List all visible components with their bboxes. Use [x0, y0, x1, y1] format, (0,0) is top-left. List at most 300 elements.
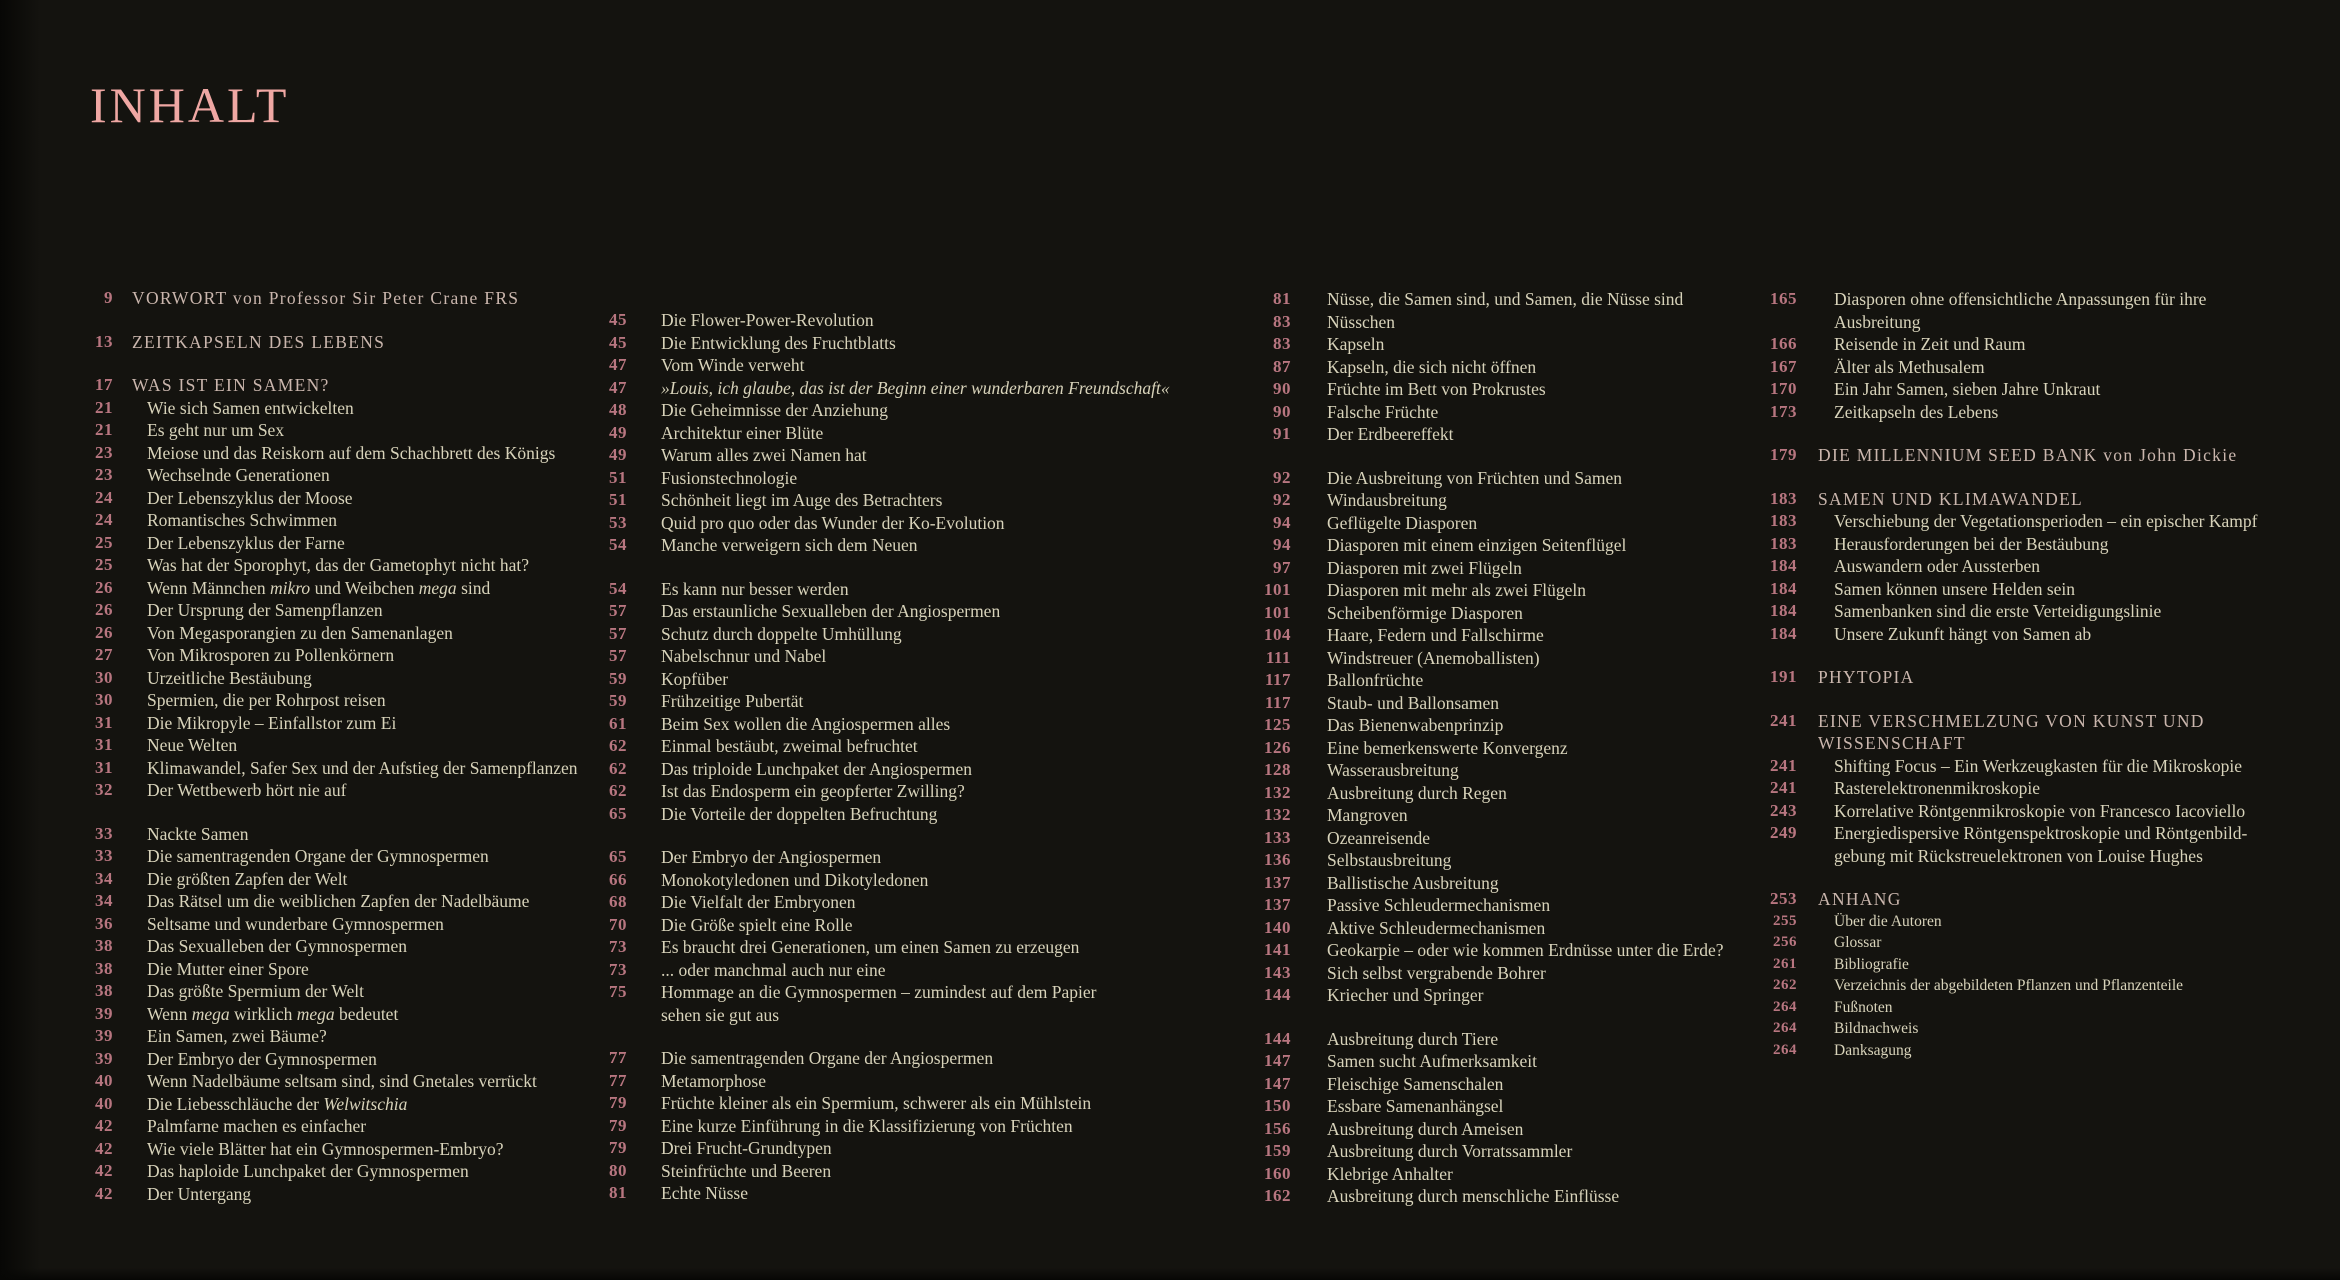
toc-entry: [1765, 777, 2257, 800]
entry-title: Älter als Methusalem: [1834, 356, 1985, 377]
toc-entry: [92, 577, 578, 600]
toc-block: [1765, 888, 2257, 1061]
page-title: INHALT: [90, 77, 290, 133]
entry-title: Nüsse, die Samen sind, und Samen, die Nüsse sind: [1327, 289, 1684, 309]
toc-entry: [1765, 378, 2257, 401]
page-number: 80: [609, 1160, 627, 1180]
page-number: 73: [609, 937, 627, 956]
entry-title: Wasserausbreitung: [1327, 760, 1459, 780]
entry-title: Ein Jahr Samen, sieben Jahre Unkraut: [1834, 379, 2101, 399]
page-number: 24: [95, 510, 113, 529]
page-number: 167: [1770, 356, 1797, 376]
page-number: 42: [95, 1183, 113, 1203]
entry-title: Fleischige Samenschalen: [1327, 1073, 1504, 1094]
page-number: 38: [95, 936, 113, 955]
page-number: 62: [609, 781, 627, 800]
entry-title: Ozeanreisende: [1327, 827, 1430, 848]
entry-title: Aktive Schleudermechanismen: [1327, 917, 1546, 938]
entry-title: Korrelative Röntgenmikroskopie von Francesco Iacoviello: [1834, 800, 2246, 821]
toc-entry: [605, 1047, 1170, 1070]
page-number: 25: [95, 555, 113, 574]
toc-entry: [92, 464, 578, 487]
page-number: 128: [1264, 760, 1291, 779]
toc-entry: [1259, 647, 1724, 670]
toc-block: [1765, 444, 2257, 467]
entry-title: Verzeichnis der abgebildeten Pflanzen und Pflanzenteile: [1834, 977, 2184, 994]
entry-title: Bildnachweis: [1834, 1020, 1919, 1037]
entry-title: Bibliografie: [1834, 955, 1909, 973]
entry-title: Kapseln, die sich nicht öffnen: [1327, 356, 1537, 377]
toc-block: [92, 287, 578, 310]
page-number: 21: [95, 420, 113, 439]
toc-entry: [1259, 737, 1724, 760]
entry-title: Urzeitliche Bestäubung: [147, 667, 312, 688]
entry-title: Die samentragenden Organe der Gymnospermen: [147, 846, 489, 866]
page-number: 65: [609, 803, 627, 823]
page-number: 132: [1264, 805, 1291, 824]
toc-entry: [1259, 356, 1724, 379]
page-number: 261: [1773, 955, 1797, 972]
page-number: 83: [1273, 334, 1291, 353]
page-number: 24: [95, 487, 113, 507]
page-number: 68: [609, 892, 627, 911]
entry-title: Warum alles zwei Namen hat: [661, 445, 867, 465]
page-number: 253: [1770, 889, 1797, 908]
page-number: 262: [1773, 977, 1797, 993]
toc-entry: [92, 823, 578, 846]
entry-title: Die größten Zapfen der Welt: [147, 868, 348, 889]
entry-title: Essbare Samenanhängsel: [1327, 1096, 1504, 1116]
toc-entry: [1259, 939, 1724, 962]
page-number: 54: [609, 535, 627, 554]
page-number: 156: [1264, 1118, 1291, 1138]
page-number: 184: [1770, 601, 1797, 620]
toc-entry: [1259, 512, 1724, 535]
page-number: 162: [1264, 1186, 1291, 1205]
entry-title: Die Vorteile der doppelten Befruchtung: [661, 803, 938, 824]
page-number: 144: [1264, 985, 1291, 1004]
toc-entry: [605, 444, 1170, 467]
toc-entry: [605, 891, 1170, 914]
toc-entry: [92, 845, 578, 868]
entry-title: Das haploide Lunchpaket der Gymnospermen: [147, 1161, 469, 1181]
entry-title: Frühzeitige Pubertät: [661, 691, 804, 711]
page-number: 111: [1265, 647, 1291, 667]
toc-entry: [92, 890, 578, 913]
entry-title: Ausbreitung durch Regen: [1327, 782, 1507, 803]
entry-title: Die Mikropyle – Einfallstor zum Ei: [147, 712, 397, 733]
toc-entry: [605, 846, 1170, 869]
entry-title: Früchte kleiner als ein Spermium, schwerer als ein Mühlstein: [661, 1093, 1092, 1113]
toc-entry: [92, 1160, 578, 1183]
toc-entry: [92, 1003, 578, 1026]
entry-title: Es kann nur besser werden: [661, 578, 849, 599]
entry-title: Ausbreitung durch Vorratssammler: [1327, 1141, 1573, 1161]
page-number: 53: [609, 512, 627, 532]
entry-title: Glossar: [1834, 934, 1882, 951]
toc-entry: [605, 959, 1170, 982]
toc-entry: [605, 690, 1170, 713]
entry-title: Ist das Endosperm ein geopferter Zwilling?: [661, 781, 965, 801]
page-number: 97: [1273, 557, 1291, 577]
entry-title: Falsche Früchte: [1327, 401, 1439, 422]
page-number: 30: [95, 667, 113, 687]
page-number: 90: [1273, 401, 1291, 421]
page-number: 40: [95, 1071, 113, 1090]
entry-title: Nüsschen: [1327, 311, 1396, 332]
page-number: 51: [609, 467, 627, 487]
page-number: 243: [1770, 800, 1797, 820]
page-number: 26: [95, 600, 113, 619]
entry-title: Samen können unsere Helden sein: [1834, 578, 2076, 599]
page-number: 59: [609, 691, 627, 710]
entry-title: Es geht nur um Sex: [147, 420, 285, 440]
toc-block: [92, 823, 578, 1206]
entry-title: Ausbreitung durch Ameisen: [1327, 1118, 1524, 1139]
toc-entry: [605, 1070, 1170, 1093]
toc-block: [1765, 288, 2257, 423]
page-number: 255: [1773, 912, 1797, 929]
toc-entry: [1259, 1050, 1724, 1073]
page-number: 137: [1264, 872, 1291, 892]
page-number: 9: [104, 288, 113, 307]
entry-title: Das größte Spermium der Welt: [147, 981, 364, 1001]
page-number: 117: [1264, 692, 1291, 712]
page-number: 170: [1770, 379, 1797, 398]
toc-entry: [1259, 804, 1724, 827]
toc-entry: [1259, 894, 1724, 917]
toc-entry: [605, 467, 1170, 490]
page-number: 166: [1770, 334, 1797, 353]
entry-title: Wie viele Blätter hat ein Gymnospermen-Embryo?: [147, 1138, 504, 1159]
page-number: 70: [609, 914, 627, 934]
toc-entry: [1765, 533, 2257, 556]
toc-entry: [605, 668, 1170, 691]
toc-entry: [1259, 1028, 1724, 1051]
entry-title: Die Flower-Power-Revolution: [661, 310, 874, 330]
entry-title: Die Liebesschläuche der Welwitschia: [147, 1093, 408, 1114]
entry-title: Das Rätsel um die weiblichen Zapfen der Nadelbäume: [147, 891, 530, 911]
toc-entry: [1765, 600, 2257, 623]
toc-column-1: [92, 287, 578, 1205]
page-number: 51: [609, 490, 627, 509]
toc-entry: [1765, 578, 2257, 601]
entry-title: Der Embryo der Gymnospermen: [147, 1048, 377, 1069]
toc-block: [1259, 288, 1724, 446]
page-number: 31: [95, 757, 113, 777]
page-number: 101: [1264, 602, 1291, 622]
toc-block: [605, 578, 1170, 826]
entry-title: Spermien, die per Rohrpost reisen: [147, 690, 386, 710]
entry-title: Shifting Focus – Ein Werkzeugkasten für die Mikroskopie: [1834, 755, 2242, 776]
entry-title: Diasporen mit einem einzigen Seitenflügel: [1327, 535, 1627, 555]
page-number: 90: [1273, 379, 1291, 398]
page-number: 147: [1264, 1073, 1291, 1093]
page-number: 36: [95, 913, 113, 933]
toc-entry: [92, 980, 578, 1003]
page-number: 49: [609, 445, 627, 464]
toc-entry: [92, 442, 578, 465]
page-number: 92: [1273, 490, 1291, 509]
entry-title: Zeitkapseln des Lebens: [1834, 401, 1999, 422]
toc-entry: [92, 935, 578, 958]
page-number: 66: [609, 869, 627, 889]
entry-title: Architektur einer Blüte: [661, 422, 824, 443]
toc-entry: [605, 309, 1170, 332]
page-number: 191: [1770, 667, 1797, 686]
entry-title: Einmal bestäubt, zweimal befruchtet: [661, 736, 918, 756]
toc-entry: [1765, 911, 2257, 933]
entry-title: Selbstausbreitung: [1327, 850, 1452, 870]
page-number: 57: [609, 646, 627, 665]
toc-entry: [1259, 489, 1724, 512]
page-number: 31: [95, 735, 113, 754]
entry-title: Windausbreitung: [1327, 490, 1447, 510]
page-number: 42: [95, 1116, 113, 1135]
toc-entry: [92, 419, 578, 442]
toc-entry: [605, 623, 1170, 646]
toc-entry: [1259, 1140, 1724, 1163]
entry-title: Über die Autoren: [1834, 912, 1942, 930]
page-number: 81: [1273, 289, 1291, 308]
page-number: 39: [95, 1026, 113, 1045]
page-number: 183: [1770, 488, 1797, 508]
entry-title: Geflügelte Diasporen: [1327, 512, 1478, 533]
toc-entry: [605, 512, 1170, 535]
toc-entry: [1259, 849, 1724, 872]
toc-entry: [92, 868, 578, 891]
page-number: 39: [95, 1003, 113, 1023]
toc-entry: [605, 713, 1170, 736]
page-number: 256: [1773, 934, 1797, 950]
entry-title: Reisende in Zeit und Raum: [1834, 334, 2026, 354]
toc-entry: [605, 489, 1170, 512]
entry-title: Passive Schleudermechanismen: [1327, 895, 1551, 915]
page-number: 87: [1273, 356, 1291, 376]
toc-entry: [1259, 557, 1724, 580]
page-number: 65: [609, 847, 627, 866]
toc-section-entry: [92, 331, 578, 354]
toc-entry: [1765, 356, 2257, 379]
entry-title: Kopfüber: [661, 668, 729, 689]
toc-entry: [1765, 1018, 2257, 1040]
toc-entry: [1259, 962, 1724, 985]
toc-entry: [605, 780, 1170, 803]
toc-section-entry: [1765, 666, 2257, 689]
entry-title: Der Untergang: [147, 1183, 252, 1204]
entry-title: Sich selbst vergrabende Bohrer: [1327, 962, 1546, 983]
toc-entry: [605, 869, 1170, 892]
entry-title: Wenn mega wirklich mega bedeutet: [147, 1003, 399, 1024]
toc-entry: [1259, 1095, 1724, 1118]
page-number: 23: [95, 442, 113, 462]
toc-entry: [1765, 755, 2257, 778]
toc-entry: [1259, 692, 1724, 715]
entry-title: Der Lebenszyklus der Moose: [147, 487, 353, 508]
entry-title: Klimawandel, Safer Sex und der Aufstieg der Samenpflanzen: [147, 757, 578, 778]
page-number: 183: [1770, 533, 1797, 553]
page-number: 61: [609, 713, 627, 733]
page-number: 39: [95, 1048, 113, 1068]
toc-entry: [1259, 714, 1724, 737]
toc-entry: [1259, 602, 1724, 625]
page-number: 126: [1264, 737, 1291, 757]
page-number: 173: [1770, 401, 1797, 421]
toc-entry: [92, 644, 578, 667]
page-number: 264: [1773, 1020, 1797, 1036]
entry-title: Der Embryo der Angiospermen: [661, 847, 882, 867]
toc-entry: [92, 1048, 578, 1071]
entry-title: Die Vielfalt der Embryonen: [661, 892, 856, 912]
toc-block: [1259, 467, 1724, 1007]
page-number: 77: [609, 1048, 627, 1067]
page-number: 159: [1264, 1141, 1291, 1160]
toc-column-4: [1765, 288, 2257, 1061]
toc-entry: [1259, 624, 1724, 647]
entry-title: Beim Sex wollen die Angiospermen alles: [661, 713, 951, 734]
entry-title: Die Entwicklung des Fruchtblatts: [661, 332, 896, 353]
entry-title: Ausbreitung durch menschliche Einflüsse: [1327, 1186, 1620, 1206]
entry-title: Geokarpie – oder wie kommen Erdnüsse unter die Erde?: [1327, 940, 1724, 960]
entry-title: Vom Winde verweht: [661, 355, 805, 375]
entry-title: Auswandern oder Aussterben: [1834, 556, 2041, 576]
entry-title: Staub- und Ballonsamen: [1327, 692, 1500, 713]
entry-title: Seltsame und wunderbare Gymnospermen: [147, 913, 444, 934]
page-number: 33: [95, 823, 113, 843]
page-number: 92: [1273, 467, 1291, 487]
toc-entry: [92, 622, 578, 645]
toc-entry: [1259, 423, 1724, 446]
page-number: 101: [1264, 580, 1291, 599]
page-number: 94: [1273, 512, 1291, 532]
toc-entry: [605, 1092, 1170, 1115]
toc-entry: [1765, 1040, 2257, 1062]
page-number: 47: [609, 355, 627, 374]
entry-title: Die Geheimnisse der Anziehung: [661, 400, 888, 420]
page-number: 62: [609, 736, 627, 755]
page-number: 57: [609, 623, 627, 643]
toc-entry: [1259, 984, 1724, 1007]
toc-entry: [92, 1138, 578, 1161]
entry-title: SAMEN UND KLIMAWANDEL: [1818, 488, 2084, 509]
toc-column-3: [1259, 288, 1724, 1208]
toc-entry: [1765, 555, 2257, 578]
page-number: 57: [609, 601, 627, 620]
toc-entry: [1765, 822, 2257, 867]
toc-entry: [605, 758, 1170, 781]
entry-title: Fusionstechnologie: [661, 467, 798, 488]
toc-entry: [605, 534, 1170, 557]
toc-entry: [92, 1093, 578, 1116]
entry-title: Der Erdbeereffekt: [1327, 424, 1454, 444]
toc-entry: [1765, 954, 2257, 976]
toc-entry: [605, 399, 1170, 422]
toc-entry: [1765, 401, 2257, 424]
toc-entry: [92, 913, 578, 936]
entry-title: Quid pro quo oder das Wunder der Ko-Evolution: [661, 512, 1005, 533]
page-number: 21: [95, 397, 113, 417]
page-number: 75: [609, 982, 627, 1001]
entry-title: Unsere Zukunft hängt von Samen ab: [1834, 623, 2092, 644]
page-number: 249: [1770, 823, 1797, 842]
toc-entry: [1259, 759, 1724, 782]
entry-title: Rasterelektronenmikroskopie: [1834, 778, 2041, 798]
toc-entry: [605, 578, 1170, 601]
page-number: 144: [1264, 1028, 1291, 1048]
page-number: 117: [1264, 670, 1291, 689]
page-number: 31: [95, 712, 113, 732]
toc-block: [605, 846, 1170, 1026]
page-number: 32: [95, 780, 113, 799]
page-number: 73: [609, 959, 627, 979]
toc-entry: [605, 1182, 1170, 1205]
toc-entry: [605, 600, 1170, 623]
entry-title: Scheibenförmige Diasporen: [1327, 602, 1523, 623]
entry-title: Echte Nüsse: [661, 1183, 748, 1203]
toc-entry: [92, 734, 578, 757]
entry-title: Wenn Nadelbäume seltsam sind, sind Gnetales verrückt: [147, 1071, 537, 1091]
entry-title: Die Mutter einer Spore: [147, 958, 309, 979]
entry-title: Das triploide Lunchpaket der Angiospermen: [661, 758, 973, 779]
page-number: 30: [95, 690, 113, 709]
toc-entry: [92, 1025, 578, 1048]
toc-entry: [92, 712, 578, 735]
entry-title: Energiedispersive Röntgenspektroskopie und Röntgenbild- gebung mit Rückstreuelektronen von Louise Hughes: [1834, 823, 2248, 866]
page-number: 183: [1770, 511, 1797, 530]
entry-title: Mangroven: [1327, 805, 1408, 825]
toc-entry: [1765, 800, 2257, 823]
entry-title: ZEITKAPSELN DES LEBENS: [132, 331, 386, 352]
entry-title: Hommage an die Gymnospermen – zumindest auf dem Papier sehen sie gut aus: [661, 982, 1097, 1025]
toc-block: [1259, 1028, 1724, 1208]
page-number: 49: [609, 422, 627, 442]
toc-entry: [92, 757, 578, 780]
page-number: 34: [95, 868, 113, 888]
toc-entry: [605, 803, 1170, 826]
page-number: 264: [1773, 1041, 1797, 1058]
page-number: 59: [609, 668, 627, 688]
toc-entry: [1259, 872, 1724, 895]
entry-title: Diasporen ohne offensichtliche Anpassungen für ihre Ausbreitung: [1834, 289, 2207, 332]
page-number: 38: [95, 981, 113, 1000]
page-number: 179: [1770, 445, 1797, 464]
toc-entry: [1765, 997, 2257, 1019]
toc-block: [92, 331, 578, 354]
page-number: 26: [95, 577, 113, 597]
toc-entry: [1259, 534, 1724, 557]
entry-title: Die Ausbreitung von Früchten und Samen: [1327, 467, 1623, 488]
entry-title: Wenn Männchen mikro und Weibchen mega sind: [147, 577, 491, 598]
entry-title: Ausbreitung durch Tiere: [1327, 1028, 1499, 1049]
entry-title: EINE VERSCHMELZUNG VON KUNST UND WISSENSCHAFT: [1818, 710, 2205, 753]
toc-entry: [92, 509, 578, 532]
entry-title: Ein Samen, zwei Bäume?: [147, 1026, 327, 1046]
toc-entry: [605, 354, 1170, 377]
entry-title: Kapseln: [1327, 334, 1385, 354]
entry-title: Wechselnde Generationen: [147, 465, 330, 485]
page-number: 48: [609, 400, 627, 419]
page-number: 147: [1264, 1051, 1291, 1070]
entry-title: Ballistische Ausbreitung: [1327, 872, 1499, 893]
entry-title: Von Megasporangien zu den Samenanlagen: [147, 622, 453, 643]
entry-title: Früchte im Bett von Prokrustes: [1327, 379, 1546, 399]
toc-entry: [92, 599, 578, 622]
page-number: 81: [609, 1183, 627, 1202]
page-number: 241: [1770, 755, 1797, 775]
toc-entry: [605, 1115, 1170, 1138]
toc-entry: [605, 981, 1170, 1026]
page-number: 150: [1264, 1096, 1291, 1115]
